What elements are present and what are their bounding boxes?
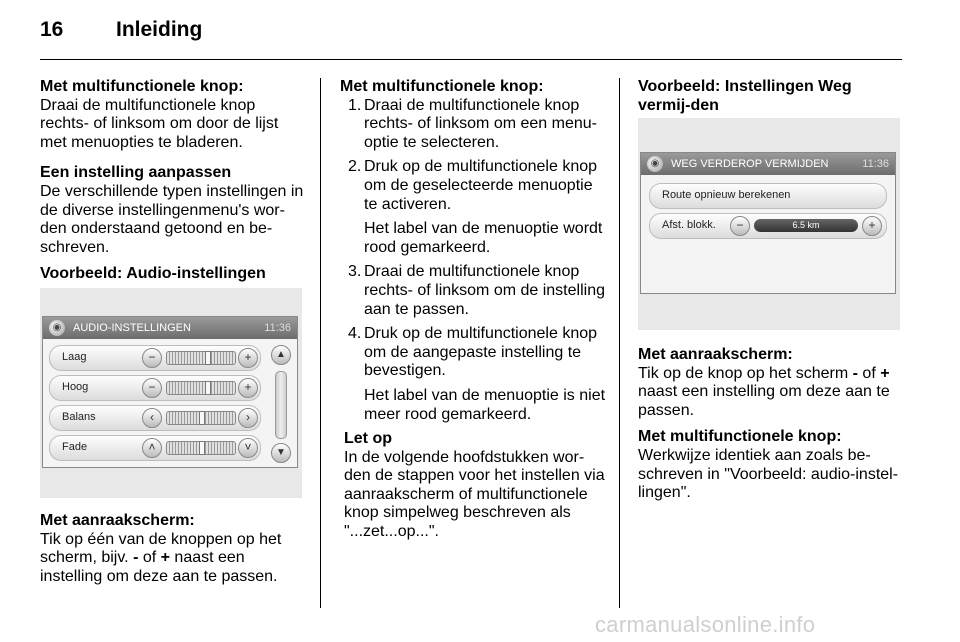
plus-icon[interactable]: + [238,348,258,368]
heading-adjust-setting: Een instelling aanpassen [40,164,232,182]
route-screen-title: WEG VERDEROP VERMIJDEN [671,158,829,170]
chevron-left-icon[interactable]: ‹ [142,408,162,428]
list-item: 3. Draai de multifunctionele knop rechts- of linksom om de instelling aan te passen. [348,263,605,318]
note-block [340,430,608,542]
audio-slider[interactable] [166,411,236,425]
audio-screen-time: 11:36 [264,322,291,334]
route-settings-image [638,118,900,330]
audio-row-label: Laag [62,351,87,363]
route-screen-time: 11:36 [862,158,889,170]
chevron-up-icon[interactable]: ˄ [142,438,162,458]
heading-touchscreen: Met aanraakscherm: [40,512,195,529]
watermark: carmanualsonline.info [595,612,816,637]
recalculate-route-button[interactable] [649,183,887,209]
route-screen-titlebar [641,153,895,175]
column-2 [340,78,608,542]
column-3 [638,78,904,115]
scroll-track[interactable] [275,371,287,439]
audio-screen-title: AUDIO-INSTELLINGEN [73,322,191,334]
minus-icon[interactable]: − [142,348,162,368]
column-divider [619,78,620,608]
heading-route-example: Voorbeeld: Instellingen Weg vermij-den [638,78,852,114]
route-screen [640,152,896,294]
audio-slider[interactable] [166,351,236,365]
column-divider [320,78,321,608]
audio-settings-image [40,288,302,498]
audio-row-laag[interactable] [49,345,261,371]
column-1 [40,78,308,284]
audio-scrollbar[interactable] [271,345,291,463]
column-1-bottom [40,512,308,586]
steps-list [340,97,608,425]
plus-icon[interactable]: + [238,378,258,398]
plus-icon[interactable]: + [862,216,882,236]
audio-row-label: Hoog [62,381,89,393]
note-text: In de volgende hoofdstukken wor-den de stappen voor het instellen via aanraakscherm of multifunctionele knop simpelweg beschreven als "...zet...op...". [344,448,605,541]
audio-slider[interactable] [166,441,236,455]
audio-row-label: Fade [62,441,88,453]
chevron-right-icon[interactable]: › [238,408,258,428]
header-rule [40,59,902,60]
page-number: 16 [40,18,64,41]
heading-multifunction-knob: Met multifunctionele knop: [40,78,244,95]
list-item: 2. Druk op de multifunctionele knop om de geselecteerde menuoptie te activeren. Het label van de menuoptie wordt rood gemarkeerd. [348,158,603,256]
paragraph-knob-scroll: Draai de multifunctionele knop rechts- of linksom om door de lijst met menuopties te bladeren. [40,96,279,151]
paragraph-setting-types: De verschillende typen instellingen in de diverse instellingenmenu's wor-den onderstaand getoond en be-schreven. [40,182,304,256]
scroll-down-icon[interactable]: ▼ [271,443,291,463]
block-distance-row[interactable] [649,213,887,239]
paragraph-identical-procedure: Werkwijze identiek aan zoals be-schreven in "Voorbeeld: audio-instel-lingen". [638,446,899,502]
minus-icon[interactable]: − [142,378,162,398]
distance-value: 6.5 km [754,219,858,232]
audio-row-label: Balans [62,411,96,423]
minus-icon[interactable]: − [730,216,750,236]
audio-row-hoog[interactable] [49,375,261,401]
list-item: 4. Druk op de multifunctionele knop om de aangepaste instelling te bevestigen. Het label van de menuoptie is niet meer rood gemarkeerd. [348,325,606,423]
note-title: Let op [344,430,392,448]
paragraph-touchscreen: Tik op de knop op het scherm - of + naast een instelling om deze aan te passen. [638,364,890,419]
heading-multifunction-knob: Met multifunctionele knop: [638,428,842,446]
column-3-bottom [638,346,904,503]
list-item: 1. Draai de multifunctionele knop rechts- of linksom om een menu-optie te selecteren. [348,96,597,151]
heading-audio-example: Voorbeeld: Audio-instellingen [40,265,266,283]
scroll-up-icon[interactable]: ▲ [271,345,291,365]
page-header [40,18,202,42]
audio-screen [42,316,298,468]
heading-touchscreen: Met aanraakscherm: [638,346,793,363]
brand-logo-icon: ◉ [647,156,663,172]
chapter-title: Inleiding [116,18,203,41]
route-row-label: Route opnieuw berekenen [662,189,791,201]
paragraph-touchscreen: Tik op één van de knoppen op het scherm, bijv. - of + naast een instelling om deze aan te passen. [40,530,282,585]
audio-row-fade[interactable] [49,435,261,461]
heading-multifunction-knob: Met multifunctionele knop: [340,78,544,95]
audio-slider[interactable] [166,381,236,395]
audio-screen-titlebar [43,317,297,339]
route-row-label: Afst. blokk. [662,219,716,231]
chevron-down-icon[interactable]: ˅ [238,438,258,458]
brand-logo-icon: ◉ [49,320,65,336]
audio-row-balans[interactable] [49,405,261,431]
